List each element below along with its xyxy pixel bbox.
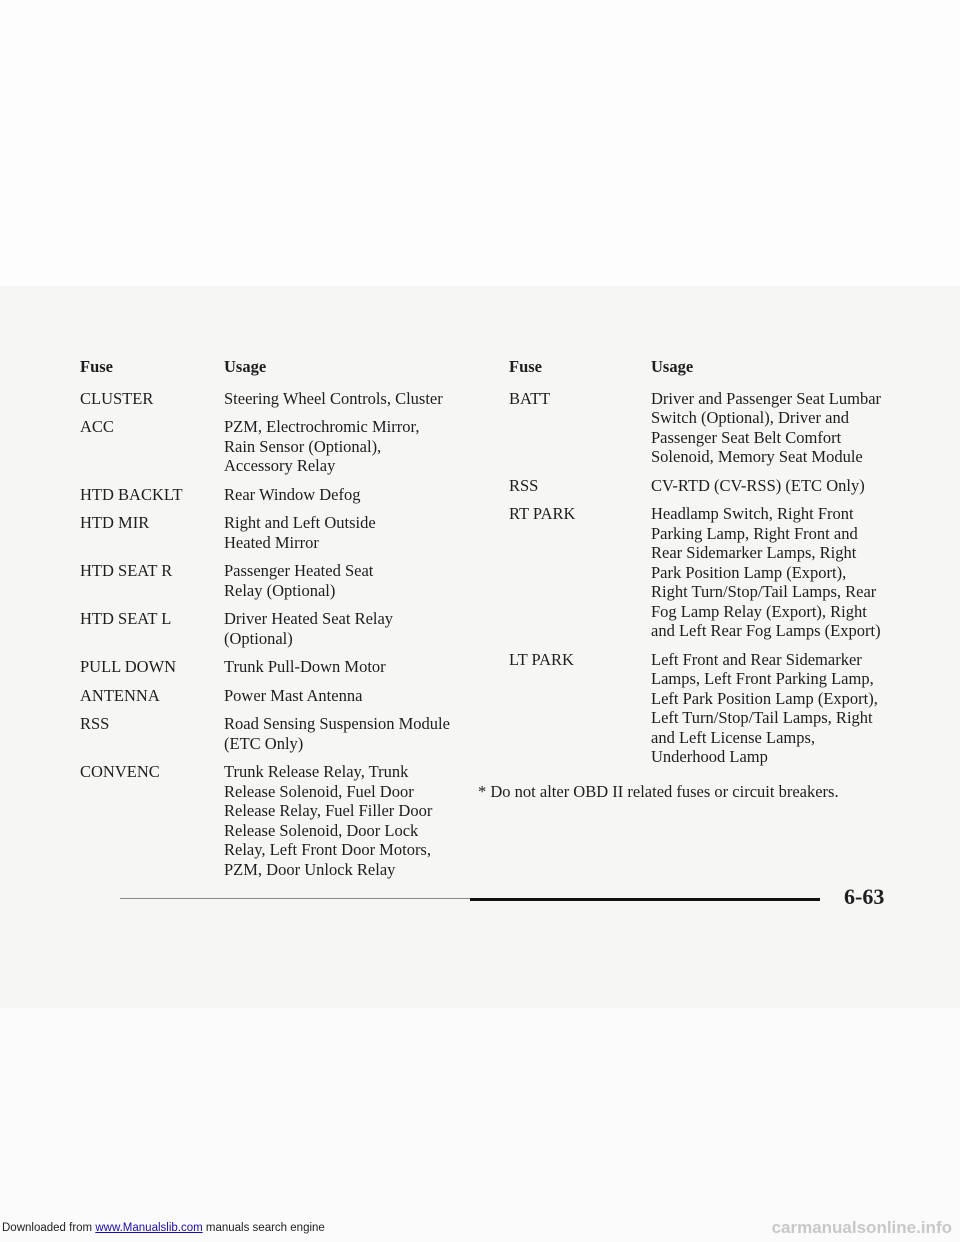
usage-line: PZM, Electrochromic Mirror, (224, 417, 420, 436)
fuse-usage (224, 389, 480, 409)
fuse-name: PULL DOWN (80, 657, 177, 676)
table-row (80, 513, 480, 552)
table-row (80, 762, 480, 879)
fuse-usage (651, 650, 909, 767)
download-banner (2, 1222, 325, 1234)
table-row (80, 609, 480, 648)
fuse-usage (224, 513, 480, 552)
fuse-name: ACC (80, 417, 114, 436)
manualslib-link[interactable]: www.Manualslib.com (95, 1222, 203, 1234)
table-row (80, 417, 480, 476)
fuse-name: HTD SEAT R (80, 561, 173, 580)
fuse-header: Fuse (80, 357, 113, 376)
page-number: 6-63 (844, 884, 885, 909)
fuse-usage (224, 762, 480, 879)
banner-prefix: Downloaded from (2, 1222, 96, 1234)
fuse-name: CLUSTER (80, 388, 154, 408)
usage-line: Lamps, Left Front Parking Lamp, (651, 669, 874, 688)
table-row (509, 476, 909, 496)
fuse-table-left (80, 357, 480, 888)
blank-top-area (0, 0, 960, 286)
usage-line: Heated Mirror (224, 532, 319, 552)
usage-header: Usage (651, 357, 694, 376)
usage-line: Trunk Pull-Down Motor (224, 657, 386, 676)
fuse-usage (651, 504, 909, 641)
banner-suffix: manuals search engine (202, 1222, 325, 1234)
usage-line: Passenger Heated Seat (224, 561, 374, 580)
fuse-name: HTD SEAT L (80, 609, 172, 628)
usage-line: Rear Sidemarker Lamps, Right (651, 543, 857, 562)
usage-line: Solenoid, Memory Seat Module (651, 447, 863, 466)
usage-line: Left Front and Rear Sidemarker (651, 649, 862, 669)
fuse-name: LT PARK (509, 649, 574, 669)
table-row (80, 657, 480, 677)
usage-line: Relay, Left Front Door Motors, (224, 840, 431, 859)
fuse-usage (224, 714, 480, 753)
usage-line: Trunk Release Relay, Trunk (224, 762, 409, 781)
usage-line: Right and Left Outside (224, 513, 376, 532)
page-rule-thin (120, 898, 480, 899)
usage-line: (Optional) (224, 628, 293, 648)
fuse-usage (224, 417, 480, 476)
fuse-usage (651, 476, 909, 496)
fuse-usage (224, 485, 480, 505)
usage-line: Road Sensing Suspension Module (224, 714, 450, 733)
usage-line: Right Turn/Stop/Tail Lamps, Rear (651, 582, 877, 601)
fuse-usage (224, 686, 480, 706)
table-header (80, 357, 480, 377)
table-header (509, 357, 909, 377)
usage-line: Left Park Position Lamp (Export), (651, 688, 878, 708)
usage-line: Headlamp Switch, Right Front (651, 504, 854, 523)
fuse-usage (224, 657, 480, 677)
footnote: * Do not alter OBD II related fuses or circuit breakers. (478, 782, 839, 801)
fuse-name: RSS (509, 475, 539, 495)
usage-line: Accessory Relay (224, 456, 336, 475)
fuse-name: ANTENNA (80, 685, 160, 705)
usage-line: Parking Lamp, Right Front and (651, 523, 858, 543)
usage-line: Fog Lamp Relay (Export), Right (651, 601, 867, 621)
usage-line: CV-RTD (CV-RSS) (ETC Only) (651, 475, 865, 495)
usage-line: Rear Window Defog (224, 484, 361, 504)
fuse-name: HTD MIR (80, 513, 150, 532)
fuse-usage (651, 389, 909, 467)
fuse-name: HTD BACKLT (80, 484, 183, 504)
usage-line: Power Mast Antenna (224, 685, 363, 705)
usage-line: Park Position Lamp (Export), (651, 562, 847, 582)
usage-line: Steering Wheel Controls, Cluster (224, 388, 443, 408)
usage-line: Release Solenoid, Fuel Door (224, 781, 414, 801)
fuse-usage (224, 561, 480, 600)
fuse-header: Fuse (509, 357, 542, 376)
usage-line: Release Relay, Fuel Filler Door (224, 801, 433, 820)
table-row (509, 650, 909, 767)
fuse-name: RSS (80, 714, 110, 733)
fuse-table-right (509, 357, 909, 776)
usage-line: Rain Sensor (Optional), (224, 436, 382, 456)
page-rule (470, 898, 820, 901)
table-row (509, 389, 909, 467)
usage-line: Passenger Seat Belt Comfort (651, 427, 842, 447)
table-row (80, 714, 480, 753)
usage-line: PZM, Door Unlock Relay (224, 859, 396, 879)
right-rows (509, 389, 909, 767)
usage-header: Usage (224, 357, 267, 376)
usage-line: and Left License Lamps, (651, 727, 816, 747)
usage-line: Release Solenoid, Door Lock (224, 820, 419, 840)
table-row (80, 686, 480, 706)
fuse-name: RT PARK (509, 504, 576, 523)
usage-line: Switch (Optional), Driver and (651, 408, 849, 427)
site-watermark: carmanualsonline.info (771, 1218, 952, 1237)
usage-line: and Left Rear Fog Lamps (Export) (651, 621, 881, 640)
usage-line: (ETC Only) (224, 733, 304, 753)
table-row (80, 485, 480, 505)
usage-line: Left Turn/Stop/Tail Lamps, Right (651, 708, 873, 727)
usage-line: Driver Heated Seat Relay (224, 609, 394, 628)
fuse-name: BATT (509, 388, 551, 408)
fuse-usage (224, 609, 480, 648)
left-rows (80, 389, 480, 880)
table-row (80, 389, 480, 409)
table-row (509, 504, 909, 641)
usage-line: Driver and Passenger Seat Lumbar (651, 388, 882, 408)
usage-line: Underhood Lamp (651, 747, 768, 766)
fuse-name: CONVENC (80, 762, 160, 781)
table-row (80, 561, 480, 600)
usage-line: Relay (Optional) (224, 580, 336, 600)
